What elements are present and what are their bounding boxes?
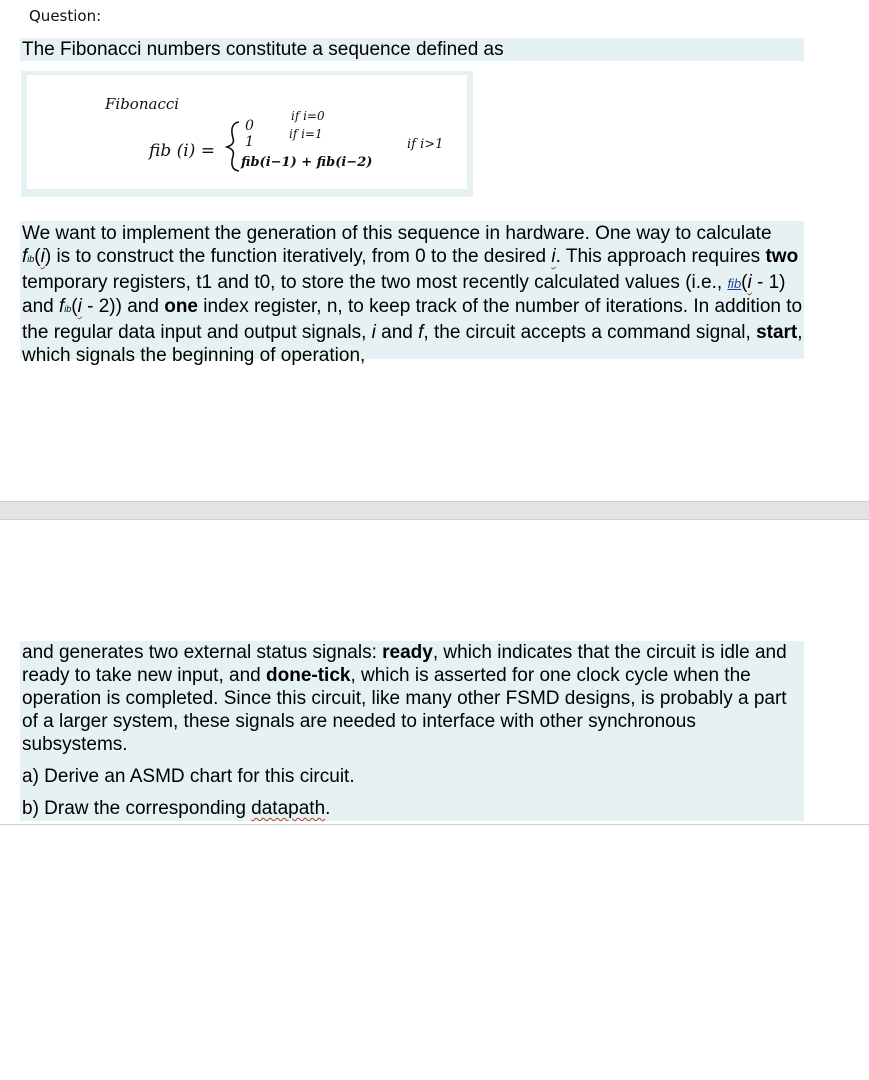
fibonacci-formula-image: [27, 75, 467, 189]
var-f: f: [418, 322, 424, 343]
fib-symbol: fib: [58, 296, 72, 317]
formula-case1-cond: if i=1: [289, 127, 323, 141]
bottom-divider: [0, 824, 869, 825]
formula-brace: [227, 122, 239, 171]
bold-done-tick: done-tick: [266, 665, 351, 686]
datapath-word: datapath: [251, 798, 326, 819]
var-i: i: [77, 296, 82, 317]
question-a: a) Derive an ASMD chart for this circuit.: [22, 766, 355, 787]
bold-one: one: [164, 296, 198, 317]
var-i: i: [40, 246, 45, 267]
text-run: We want to implement the generation of this sequence in hardware. One way to calculate: [22, 223, 772, 244]
question-label: Question:: [29, 7, 102, 25]
var-i: i: [747, 272, 752, 293]
page-divider: [0, 501, 869, 520]
formula-case1-value: 1: [245, 134, 254, 150]
question-b: b) Draw the corresponding datapath.: [22, 798, 331, 819]
formula-lhs: fib (i) =: [149, 141, 215, 161]
bold-two: two: [765, 246, 799, 267]
formula-case0-value: 0: [245, 118, 254, 134]
fib-symbol: fib: [22, 246, 35, 267]
handwritten-formula-figure: [21, 71, 473, 197]
fib-link[interactable]: fib: [727, 276, 742, 291]
paragraph-continuation: [20, 641, 804, 821]
formula-title: Fibonacci: [105, 95, 180, 113]
status-signals-text: and generates two external status signals: ready, which indicates that the circuit is idle and ready to take new input, and done-tick, which is asserted for one clock cycle when the operation is completed. Since this circuit, like many other FSMD designs, is probably a part of a larger system, these signals are needed to interface with other synchronous subsystems.: [22, 642, 787, 755]
formula-case0-cond: if i=0: [291, 109, 325, 123]
formula-case2-value: fib(i−1) + fib(i−2): [241, 155, 373, 170]
var-i: i: [551, 246, 556, 267]
var-i: i: [371, 322, 376, 343]
bold-ready: ready: [382, 642, 433, 663]
paragraph-description: We want to implement the generation of this sequence in hardware. One way to calculate fib(i) is to construct the function iteratively, from 0 to the desired i. This approach requires two temporary registers, t1 and t0, to store the two most recently calculated values (i.e., fib(i - 1) and fib(i - 2)) and one index register, n, to keep track of the number of iterations. In addition to the regular data input and output signals, i and f, the circuit accepts a command signal, start, which signals the beginning of operation,: [22, 223, 803, 366]
bold-start: start: [756, 322, 798, 343]
formula-case2-cond: if i>1: [407, 137, 444, 152]
intro-text: The Fibonacci numbers constitute a sequence defined as: [20, 38, 804, 61]
